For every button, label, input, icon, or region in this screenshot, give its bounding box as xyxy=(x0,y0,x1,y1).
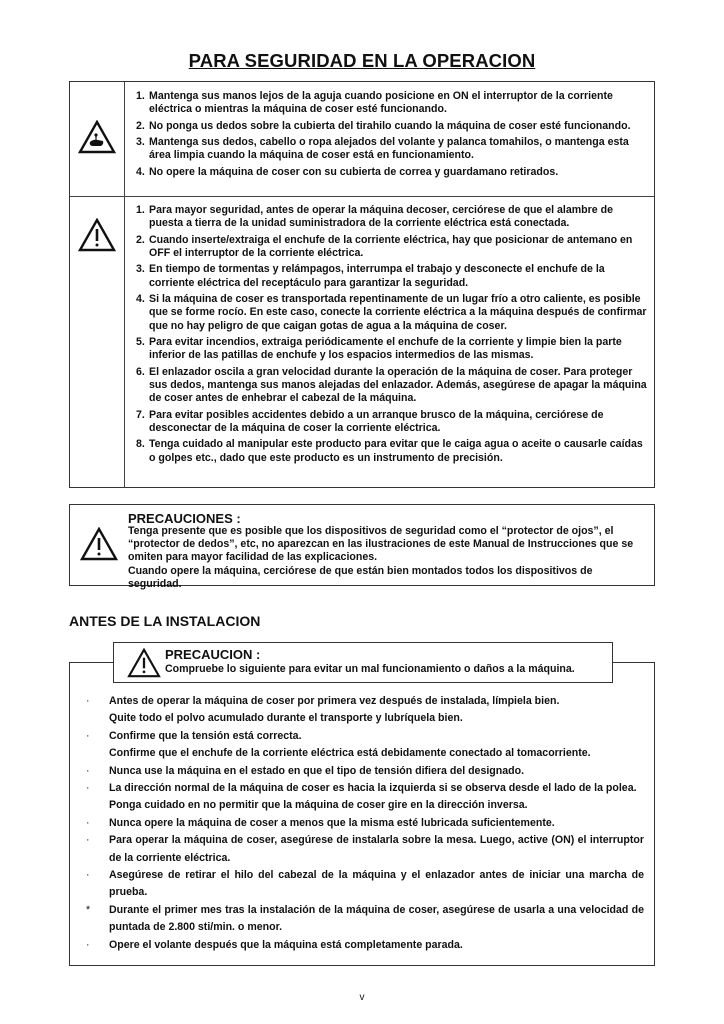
bullet-line: La dirección normal de la máquina de coser es hacia la izquierda si se observa desde el lado de la polea. xyxy=(109,782,637,795)
list-item: 1. Mantenga sus manos lejos de la aguja cuando posicione en ON el interruptor de la corriente eléctrica o mientras la máquina de coser esté funcionando. xyxy=(136,90,613,116)
safety-list-2 xyxy=(136,204,648,468)
instalacion-box xyxy=(69,662,655,966)
list-item xyxy=(86,693,644,728)
list-item: 6. El enlazador oscila a gran velocidad durante la operación de la máquina de coser. Para proteger sus dedos, mantenga sus manos alejadas del enlazador. Además, asegúrese de apagar la máquina de coser antes de enhebrar el cabezal de la máquina. xyxy=(136,365,647,405)
list-item xyxy=(86,763,644,780)
precaucion-heading: PRECAUCION : xyxy=(165,647,261,662)
list-item xyxy=(86,780,644,815)
bullet-line: Asegúrese de retirar el hilo del cabezal de la máquina y el enlazador antes de iniciar una marcha de prueba. xyxy=(109,869,644,899)
list-item xyxy=(86,728,644,763)
bullet-mark: * xyxy=(86,903,91,916)
bullet-mark: · xyxy=(86,695,90,707)
list-item: 5. Para evitar incendios, extraiga periódicamente el enchufe de la corriente y limpie bien la parte inferior de las patillas de enchufe y los espacios intermedios de las mismas. xyxy=(136,336,622,362)
safety-list-1 xyxy=(136,90,648,182)
precaucion-text: Compruebe lo siguiente para evitar un mal funcionamiento o daños a la máquina. xyxy=(165,663,575,675)
bullet-line: Nunca use la máquina en el estado en que el tipo de tensión difiera del designado. xyxy=(109,764,525,777)
list-item xyxy=(86,902,644,937)
icon-cell xyxy=(70,82,125,196)
list-item: 3. Mantenga sus dedos, cabello o ropa alejados del volante y palanca tomahilos, o mantenga esta área limpia cuando la máquina de coser está en funcionamiento. xyxy=(136,136,629,162)
list-item: 2. No ponga us dedos sobre la cubierta del tirahilo cuando la máquina de coser esté funcionando. xyxy=(136,119,631,132)
bullet-mark: · xyxy=(86,764,90,777)
bullet-line: Durante el primer mes tras la instalación de la máquina de coser, asegúrese de usarla a una velocidad de puntada de 2.800 sti/min. o menor. xyxy=(109,903,644,934)
bullet-mark: · xyxy=(86,782,90,795)
page-title: PARA SEGURIDAD EN LA OPERACION xyxy=(188,50,536,71)
bullet-line: Para operar la máquina de coser, asegúrese de instalarla sobre la mesa. Luego, active (ON) el interruptor de la corriente eléctrica. xyxy=(109,834,644,864)
precauciones-heading: PRECAUCIONES : xyxy=(128,511,241,526)
warning-triangle-icon xyxy=(80,527,118,561)
bullet-line: Antes de operar la máquina de coser por primera vez después de instalada, límpiela bien. xyxy=(109,695,560,707)
list-item: 3. En tiempo de tormentas y relámpagos, interrumpa el trabajo y desconecte el enchufe de la corriente eléctrica del receptáculo para garantizar la seguridad. xyxy=(136,263,605,289)
list-item xyxy=(86,867,644,902)
icon-cell xyxy=(70,196,125,487)
list-item: 2. Cuando inserte/extraiga el enchufe de la corriente eléctrica, hay que posicionar de antemano en OFF el interruptor de la corriente eléctrica. xyxy=(136,233,633,259)
bullet-line: Ponga cuidado en no permitir que la máquina de coser gire en la dirección inversa. xyxy=(109,799,528,812)
bullet-mark: · xyxy=(86,729,90,742)
list-item: 4. Si la máquina de coser es transportada repentinamente de un lugar frío a otro caliente, es posible que se forme rocío. En este caso, conecte la corriente eléctrica a la máquina después de confirmar que no hay peligro de que caigan gotas de agua a la máquina de coser. xyxy=(136,293,647,332)
bullet-mark: · xyxy=(86,938,90,951)
bullet-mark: · xyxy=(86,834,90,847)
list-item: 8. Tenga cuidado al manipular este producto para evitar que le caiga agua o aceite o causarle caídas o golpes etc., dado que este producto es un instrumento de precisión. xyxy=(136,438,643,464)
section-title-instalacion: ANTES DE LA INSTALACION xyxy=(69,613,261,629)
list-item xyxy=(86,815,644,832)
warning-triangle-icon xyxy=(78,218,116,252)
list-item xyxy=(86,937,644,954)
bullet-mark: · xyxy=(86,816,90,829)
bullet-line: Opere el volante después que la máquina está completamente parada. xyxy=(109,938,463,951)
precauciones-box xyxy=(69,504,655,590)
list-item: 1. Para mayor seguridad, antes de operar la máquina decoser, cerciórese de que el alambre de puesta a tierra de la unidad suministradora de la corriente eléctrica está conectada. xyxy=(136,204,613,230)
bullet-line: Nunca opere la máquina de coser a menos que la misma esté lubricada suficientemente. xyxy=(109,816,555,829)
bullet-mark: · xyxy=(86,869,90,882)
safety-row-general xyxy=(70,196,654,487)
safety-table xyxy=(69,81,655,488)
warning-triangle-icon xyxy=(127,648,161,678)
precauciones-text: Tenga presente que es posible que los dispositivos de seguridad como el “protector de ojos”, el “protector de dedos”, etc, no aparezcan en las ilustraciones de este Manual de Instrucciones que se omiten para mayor facilidad de las explicaciones. Cuando opere la máquina, cerciórese de que están bien montados todos los dispositivos de seguridad. xyxy=(128,525,634,590)
page-number: v xyxy=(359,992,365,1003)
precaucion-callout xyxy=(113,642,613,683)
bullet-line: Confirme que el enchufe de la corriente eléctrica está debidamente conectado al tomacorriente. xyxy=(109,747,591,760)
instalacion-list xyxy=(86,693,644,954)
list-item: 4. No opere la máquina de coser con su cubierta de correa y guardamano retirados. xyxy=(136,165,559,178)
safety-row-hands xyxy=(70,82,654,197)
bullet-line: Quite todo el polvo acumulado durante el transporte y lubríquela bien. xyxy=(109,712,463,725)
bullet-line: Confirme que la tensión está correcta. xyxy=(109,729,302,742)
hand-needle-warning-icon xyxy=(78,120,116,154)
list-item xyxy=(86,832,644,867)
list-item: 7. Para evitar posibles accidentes debido a un arranque brusco de la máquina, cerciórese de desconectar de la máquina de coser la corriente eléctrica. xyxy=(136,408,604,434)
